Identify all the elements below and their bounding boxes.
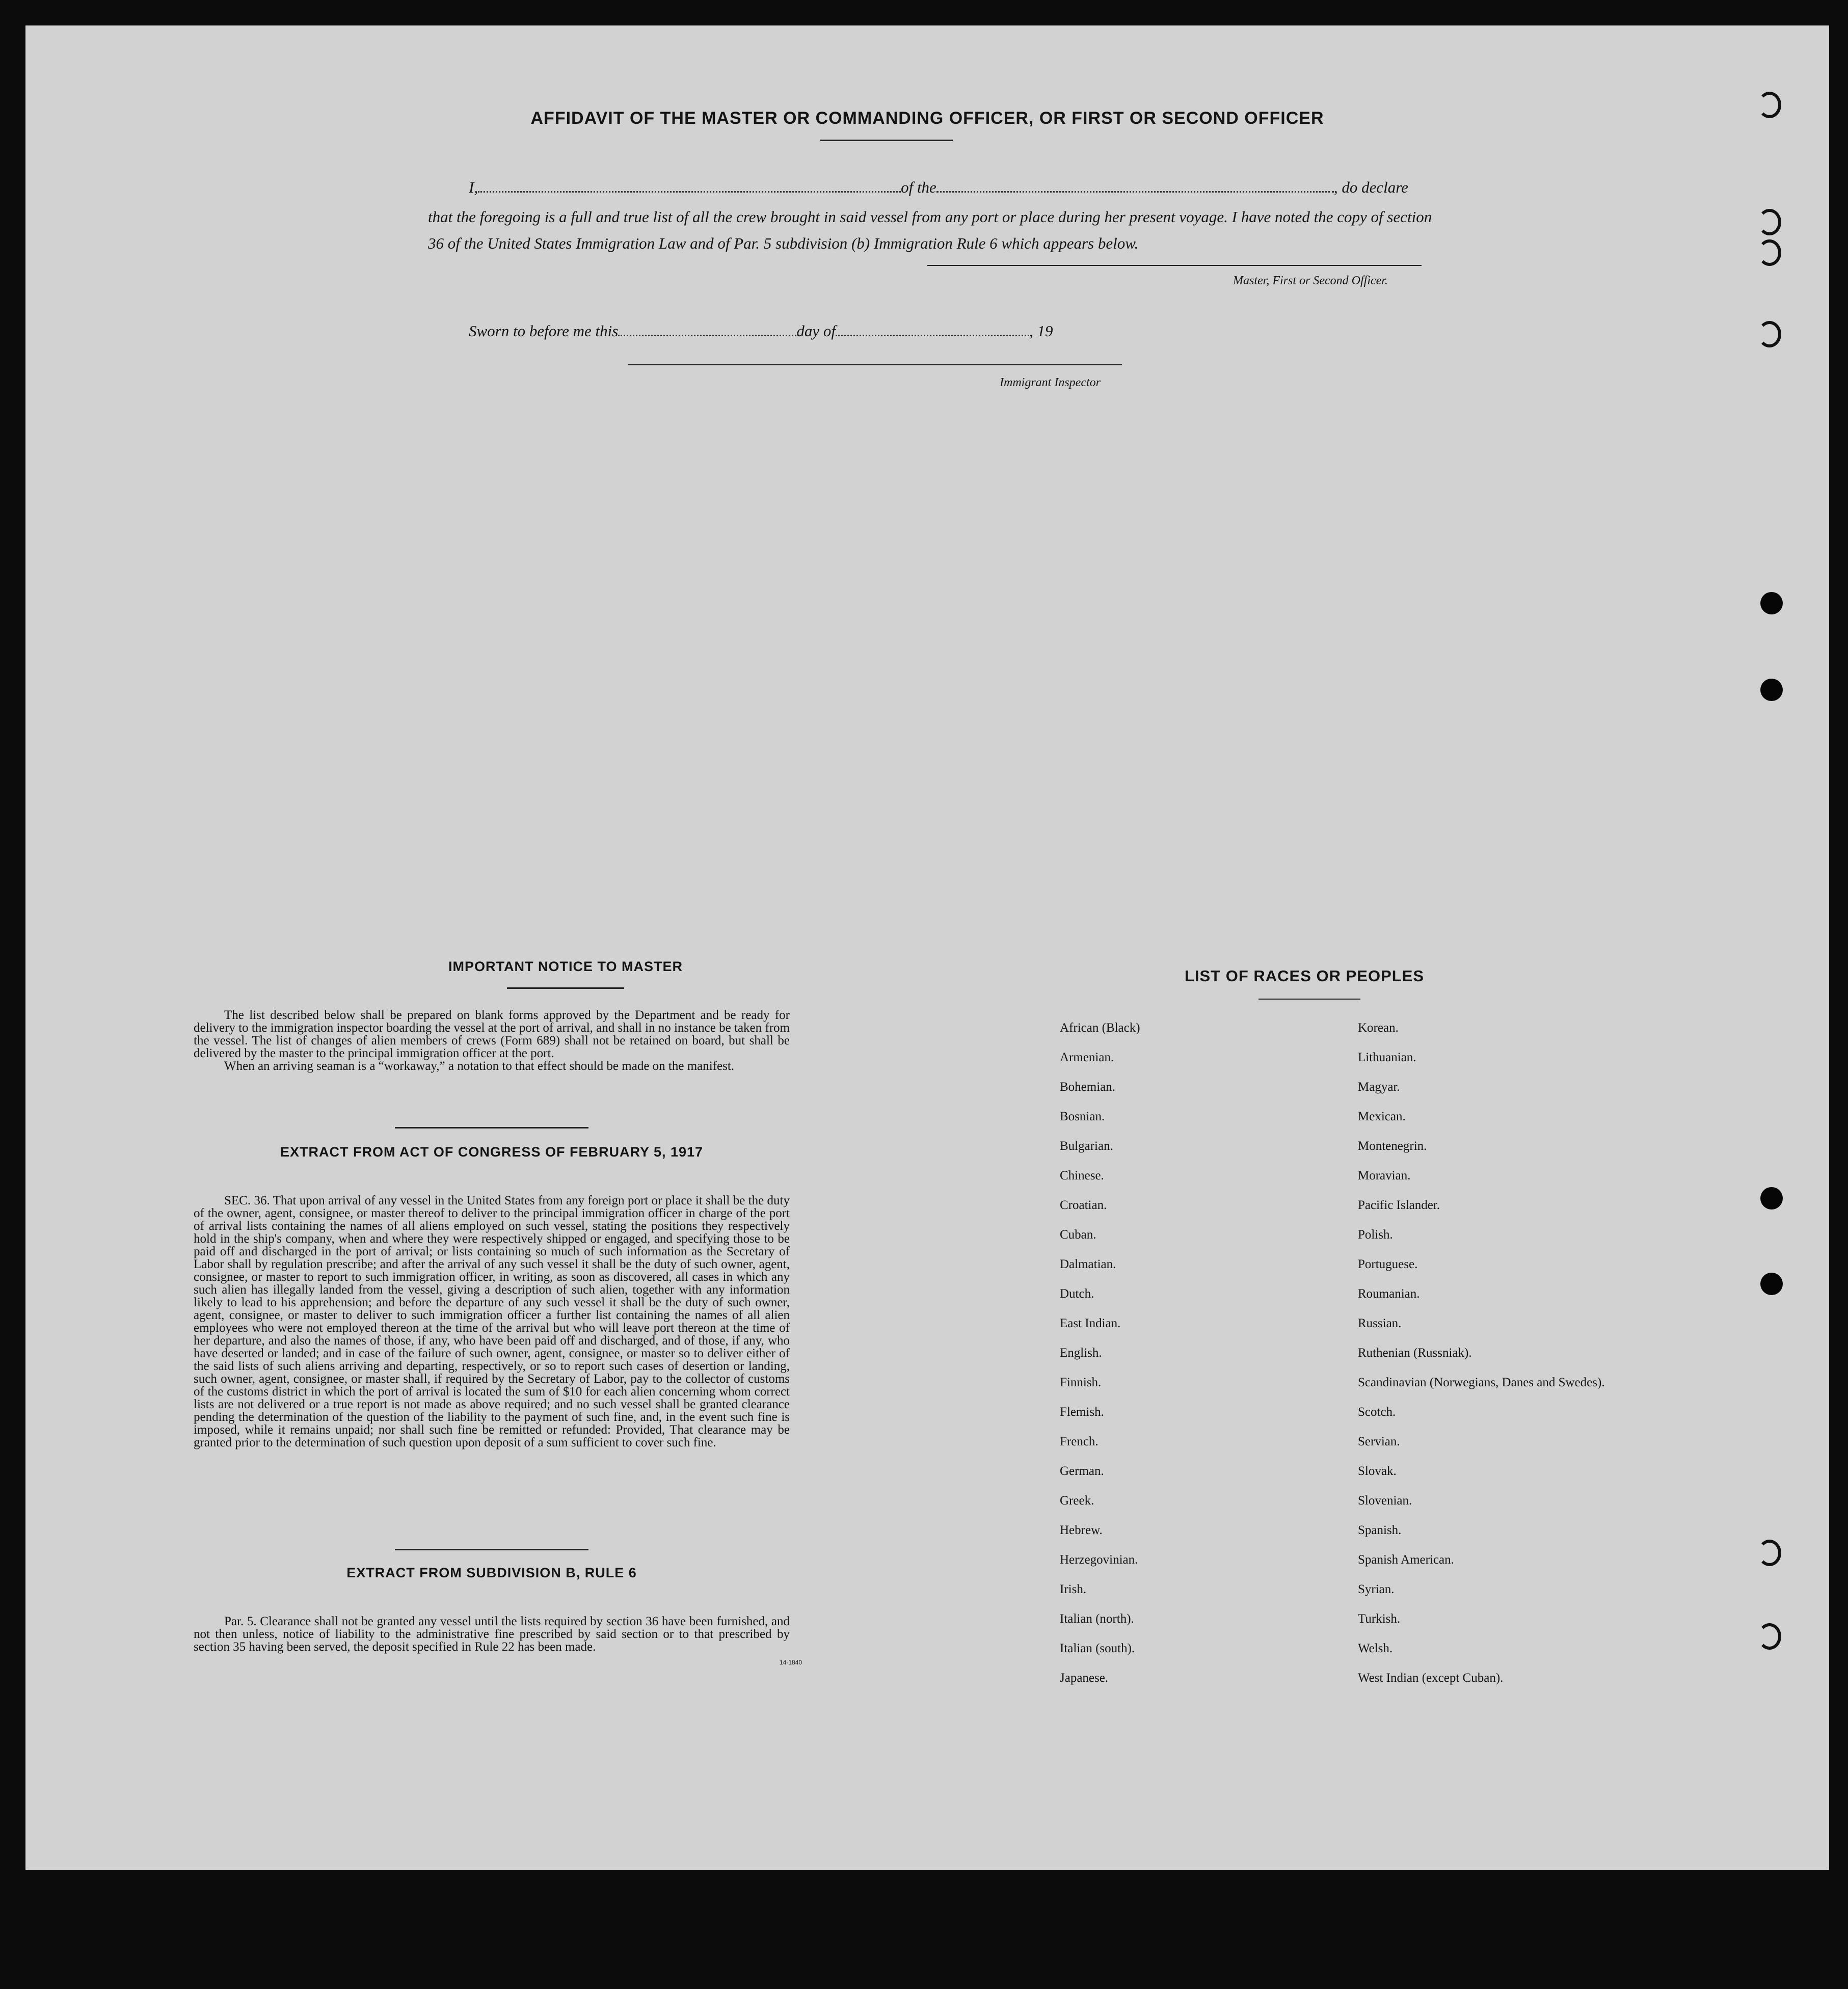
rule-extract-title: EXTRACT FROM SUBDIVISION B, RULE 6 [346,1565,637,1580]
day-blank [618,335,796,336]
race-entry: Croatian. [1060,1198,1107,1212]
affidavit-title: AFFIDAVIT OF THE MASTER OR COMMANDING OFFICER, OR FIRST OR SECOND OFFICER [530,109,1324,128]
race-entry: Greek. [1060,1493,1094,1508]
race-entry: Slovak. [1358,1464,1397,1478]
race-entry: French. [1060,1434,1099,1448]
race-entry: Scandinavian (Norwegians, Danes and Swedes). [1358,1375,1605,1389]
race-entry: Servian. [1358,1434,1400,1448]
notice-paragraph: When an arriving seaman is a “workaway,” a notation to that effect should be made on the manifest. [224,1059,735,1073]
section-divider [395,1549,588,1550]
race-entry: Ruthenian (Russniak). [1358,1346,1472,1360]
race-entry: Slovenian. [1358,1493,1412,1508]
sworn-line [469,322,1053,340]
binder-ring-icon [1758,1623,1781,1650]
month-blank [836,335,1029,336]
binder-ring-icon [1758,239,1781,266]
inspector-signature-line [628,364,1122,365]
race-entry: Russian. [1358,1316,1402,1330]
race-entry: Bohemian. [1060,1080,1116,1094]
act-extract-body [194,1194,790,1449]
races-title: LIST OF RACES OR PEOPLES [1184,967,1425,985]
affidavit-statement: that the foregoing is a full and true list of all the crew brought in said vessel from any port or place during her present voyage. I have noted the copy of section 36 of the United States Immigration Law and of Par. 5 subdivision (b) Immigration Rule 6 which appears below. [428,208,1432,252]
notice-title: IMPORTANT NOTICE TO MASTER [448,959,683,974]
race-entry: Cuban. [1060,1227,1096,1242]
notice-body [194,1009,790,1072]
punch-hole-icon [1760,1273,1783,1295]
race-entry: Chinese. [1060,1168,1104,1182]
affidavit-of-the-label: of the [901,178,936,196]
race-entry: Roumanian. [1358,1286,1420,1301]
punch-hole-icon [1760,679,1783,701]
binder-ring-icon [1758,92,1781,118]
race-entry: Mexican. [1358,1109,1406,1123]
signature-caption: Master, First or Second Officer. [1233,274,1388,287]
race-entry: English. [1060,1346,1102,1360]
form-number: 14-1840 [780,1659,802,1666]
vessel-blank [936,191,1334,193]
rule-extract-body [194,1615,790,1653]
race-entry: Montenegrin. [1358,1139,1427,1153]
race-entry: Dutch. [1060,1286,1094,1301]
race-entry: Turkish. [1358,1611,1401,1626]
inspector-caption: Immigrant Inspector [1000,376,1101,389]
sworn-day-label: day of [796,322,836,340]
sworn-year-label: , 19 [1029,322,1053,340]
race-entry: Scotch. [1358,1405,1396,1419]
affidavit-declare-label: , do declare [1333,178,1408,196]
race-entry: Syrian. [1358,1582,1395,1596]
race-entry: Hebrew. [1060,1523,1103,1537]
binder-ring-icon [1758,1540,1781,1566]
affidavit-i-label: I, [469,178,478,196]
punch-hole-icon [1760,592,1783,614]
race-entry: Italian (south). [1060,1641,1135,1655]
race-entry: Dalmatian. [1060,1257,1116,1271]
race-entry: Welsh. [1358,1641,1393,1655]
race-entry: Pacific Islander. [1358,1198,1440,1212]
bleed-through-background [566,382,1686,1095]
notice-paragraph: The list described below shall be prepared on blank forms approved by the Department and be ready for delivery to the immigration inspector boarding the vessel at the port of arrival, and shall in no instance be taken from the vessel. The list of changes of alien members of crews (Form 689) shall not be retained on board, but shall be delivered by the master to the principal immigration officer at the port. [194,1008,790,1060]
race-entry: Moravian. [1358,1168,1411,1182]
race-entry: East Indian. [1060,1316,1121,1330]
race-entry: Armenian. [1060,1050,1114,1064]
race-entry: Lithuanian. [1358,1050,1416,1064]
race-entry: Herzegovinian. [1060,1552,1138,1567]
punch-hole-icon [1760,1187,1783,1209]
act-extract-title: EXTRACT FROM ACT OF CONGRESS OF FEBRUARY 5, 1917 [280,1144,704,1160]
race-entry: Japanese. [1060,1671,1109,1685]
section-36-text: SEC. 36. That upon arrival of any vessel in the United States from any foreign port or place it shall be the duty of the owner, agent, consignee, or master thereof to deliver to the principal immigration officer in charge of the port of arrival lists containing the names of all aliens employed on such vessel, stating the positions they respectively hold in the ship's company, when and where they were respectively shipped or engaged, and specifying those to be paid off and discharged in the port of arrival; or lists containing so much of such information as the Secretary of Labor shall by regulation prescribe; and after the arrival of any such vessel it shall be the duty of such owner, agent, consignee, or master to report to such immigration officer, in writing, as soon as discovered, all cases in which any such alien has illegally landed from the vessel, giving a description of such alien, together with any information likely to lead to his apprehension; and before the departure of any such vessel it shall be the duty of such owner, agent, consignee, or master to deliver to such immigration officer a further list containing the names of all alien employees who were not employed thereon at the time of the arrival but who will leave port thereon at the time of her departure, and also the names of those, if any, who have been paid off and discharged, and of those, if any, who have deserted or landed; and in case of the failure of such owner, agent, consignee, or master so to deliver either of the said lists of such aliens arriving and departing, respectively, or so to report such cases of desertion or landing, such owner, agent, consignee, or master shall, if required by the Secretary of Labor, pay to the collector of customs of the customs district in which the port of arrival is located the sum of $10 for each alien concerning whom correct lists are not delivered or a true report is not made as above required; and no such vessel shall be granted clearance pending the determination of the question of the liability to the payment of such fine, and, in the event such fine is imposed, while it remains unpaid; nor shall such fine be remitted or refunded: Provided, That clearance may be granted prior to the determination of such question upon deposit of a sum sufficient to cover such fine. [194,1194,790,1449]
race-entry: Spanish. [1358,1523,1402,1537]
section-divider [395,1127,588,1128]
race-entry: Italian (north). [1060,1611,1134,1626]
races-divider [1258,999,1360,1000]
race-entry: African (Black) [1060,1020,1140,1035]
binder-ring-icon [1758,209,1781,235]
name-blank [478,191,901,193]
race-entry: Bosnian. [1060,1109,1105,1123]
races-list [1060,1013,1620,1692]
par-5-text: Par. 5. Clearance shall not be granted any vessel until the lists required by section 36 have been furnished, and not then unless, notice of liability to the administrative fine prescribed by said section or to that prescribed by section 35 having been served, the deposit specified in Rule 22 has been made. [194,1615,790,1654]
race-entry: Portuguese. [1358,1257,1418,1271]
race-entry: Spanish American. [1358,1552,1454,1567]
race-entry: Bulgarian. [1060,1139,1113,1153]
notice-divider [507,987,624,989]
race-entry: Finnish. [1060,1375,1102,1389]
affidavit-declaration-line [469,178,1408,197]
title-divider [820,140,953,141]
race-entry: German. [1060,1464,1104,1478]
sworn-prefix: Sworn to before me this [469,322,619,340]
race-entry: Irish. [1060,1582,1087,1596]
race-entry: Magyar. [1358,1080,1400,1094]
race-entry: Polish. [1358,1227,1393,1242]
race-entry: Flemish. [1060,1405,1104,1419]
binder-ring-icon [1758,321,1781,347]
race-entry: Korean. [1358,1020,1399,1035]
race-entry: West Indian (except Cuban). [1358,1671,1504,1685]
document-page [25,25,1829,1870]
signature-line [927,265,1422,266]
